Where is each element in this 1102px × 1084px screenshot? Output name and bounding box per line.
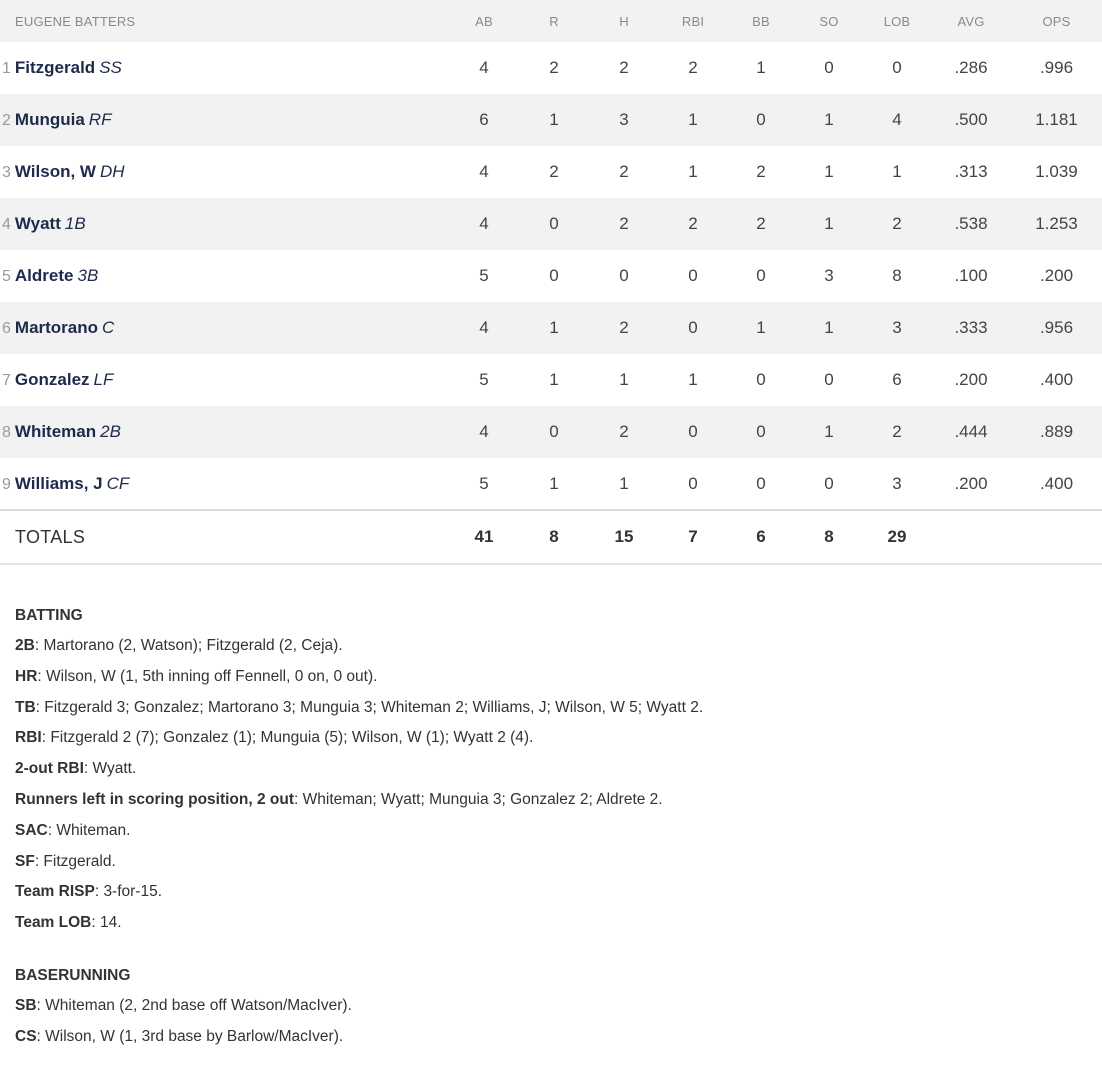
stat-avg: .500	[954, 110, 988, 129]
table-row	[0, 250, 1102, 302]
player-cell	[0, 354, 449, 406]
totals-ab: 41	[474, 527, 494, 546]
stat-rbi: 1	[688, 162, 698, 181]
note-text: : 14.	[91, 914, 122, 932]
stat-so: 3	[824, 266, 834, 285]
stat-r: 1	[549, 110, 559, 129]
stat-avg: .200	[954, 473, 988, 493]
stat-bb: 2	[756, 214, 766, 233]
col-ops-header[interactable]: OPS	[1042, 13, 1071, 29]
col-avg-header[interactable]: AVG	[957, 13, 985, 29]
stat-bb: 0	[756, 370, 766, 389]
stat-ab: 5	[479, 266, 489, 285]
stat-h: 3	[619, 110, 629, 129]
stat-ab: 5	[479, 473, 489, 493]
table-row	[0, 198, 1102, 250]
stat-bb: 1	[756, 318, 766, 337]
note-line	[15, 662, 1102, 693]
note-text: : 3-for-15.	[94, 883, 163, 901]
player-name-link[interactable]: Munguia	[14, 110, 85, 129]
note-line	[15, 908, 1102, 939]
stat-bb: 0	[756, 473, 766, 493]
batting-section	[15, 600, 1102, 939]
stat-ab: 6	[479, 110, 489, 129]
player-cell	[0, 146, 449, 198]
note-label: Team LOB	[15, 914, 92, 932]
player-name-link[interactable]: Wyatt	[14, 214, 61, 233]
stat-so: 0	[824, 370, 834, 389]
player-name-link[interactable]: Gonzalez	[14, 370, 90, 389]
stat-rbi: 2	[688, 58, 698, 77]
game-notes	[0, 600, 1102, 1053]
note-text: : Fitzgerald.	[34, 852, 116, 870]
note-label: RBI	[15, 729, 42, 747]
stat-avg: .100	[954, 266, 988, 285]
batting-title: BATTING	[15, 607, 83, 624]
stat-ab: 5	[479, 370, 489, 389]
player-name-link[interactable]: Williams, J	[14, 473, 103, 493]
player-position: 2B	[100, 422, 121, 441]
totals-h: 15	[614, 527, 634, 546]
player-position: DH	[99, 162, 125, 181]
totals-r: 8	[549, 527, 559, 546]
stat-h: 1	[619, 370, 629, 389]
note-text: : Martorano (2, Watson); Fitzgerald (2, Ceja).	[34, 637, 343, 654]
note-label: CS	[15, 1027, 37, 1045]
note-line	[15, 877, 1102, 908]
player-position: CF	[106, 473, 130, 493]
stat-ops: .400	[1039, 370, 1074, 389]
stat-so: 1	[824, 162, 834, 181]
table-row	[0, 94, 1102, 146]
stat-ops: 1.181	[1035, 110, 1078, 129]
stat-lob: 4	[892, 110, 902, 129]
note-line	[15, 723, 1102, 754]
stat-h: 1	[619, 473, 629, 493]
totals-avg-empty	[931, 510, 1011, 564]
note-text: : Wyatt.	[83, 760, 137, 778]
totals-ops-empty	[1011, 510, 1102, 564]
player-name-link[interactable]: Whiteman	[14, 422, 97, 441]
note-label: HR	[15, 667, 38, 685]
note-label: SB	[15, 996, 37, 1014]
note-label: 2-out RBI	[15, 760, 84, 778]
stat-rbi: 2	[688, 214, 698, 233]
stat-r: 2	[549, 58, 559, 77]
stat-ab: 4	[479, 162, 489, 181]
stat-rbi: 0	[688, 266, 698, 285]
note-label: TB	[15, 698, 36, 716]
col-r-header[interactable]: R	[549, 13, 559, 29]
stat-lob: 2	[892, 214, 902, 233]
batting-order-number: 4	[2, 216, 11, 233]
stat-r: 0	[549, 214, 559, 233]
stat-avg: .313	[954, 162, 988, 181]
note-label: 2B	[15, 637, 35, 654]
stat-h: 2	[619, 214, 629, 233]
stat-so: 1	[824, 422, 834, 441]
player-cell	[0, 94, 449, 146]
baserunning-title: BASERUNNING	[15, 966, 131, 984]
stat-ab: 4	[479, 422, 489, 441]
player-position: RF	[88, 110, 112, 129]
stat-so: 1	[824, 214, 834, 233]
stat-bb: 0	[756, 110, 766, 129]
stat-avg: .333	[954, 318, 988, 337]
stat-avg: .200	[954, 370, 988, 389]
note-label: SAC	[15, 821, 48, 839]
stat-bb: 1	[756, 58, 766, 77]
player-position: 3B	[77, 266, 99, 285]
totals-label: TOTALS	[15, 526, 86, 547]
stat-lob: 3	[892, 473, 902, 493]
stat-ab: 4	[479, 58, 489, 77]
stat-ops: 1.039	[1035, 162, 1078, 181]
stat-avg: .538	[954, 214, 988, 233]
baserunning-section	[15, 960, 1102, 1053]
note-line	[15, 1022, 1102, 1053]
note-text: : Fitzgerald 2 (7); Gonzalez (1); Munguia (5); Wilson, W (1); Wyatt 2 (4).	[41, 729, 534, 747]
stat-rbi: 0	[688, 422, 698, 441]
stat-ab: 4	[479, 318, 489, 337]
stat-ops: .889	[1039, 422, 1074, 441]
note-label: SF	[15, 852, 35, 870]
stat-h: 2	[619, 318, 629, 337]
note-text: : Fitzgerald 3; Gonzalez; Martorano 3; Munguia 3; Whiteman 2; Williams, J; Wilson, W 5; Wyatt 2.	[35, 698, 704, 716]
stat-lob: 1	[892, 162, 902, 181]
totals-rbi: 7	[688, 527, 698, 546]
note-text: : Whiteman.	[47, 821, 131, 839]
batting-order-number: 8	[2, 424, 11, 441]
stat-so: 0	[824, 473, 834, 493]
player-name-link[interactable]: Martorano	[14, 318, 99, 337]
stat-rbi: 0	[688, 318, 698, 337]
note-label: Team RISP	[15, 883, 95, 901]
team-batters-header: EUGENE BATTERS	[15, 13, 136, 29]
col-rbi-header[interactable]: RBI	[681, 13, 705, 29]
stat-rbi: 1	[688, 370, 698, 389]
player-cell	[0, 198, 449, 250]
stat-ops: .200	[1039, 266, 1074, 285]
stat-h: 2	[619, 422, 629, 441]
table-row	[0, 302, 1102, 354]
col-ab-header[interactable]: AB	[475, 13, 493, 29]
player-name-link[interactable]: Fitzgerald	[14, 58, 96, 77]
player-position: C	[102, 318, 115, 337]
batting-order-number: 9	[2, 475, 11, 493]
stat-h: 2	[619, 162, 629, 181]
table-row	[0, 458, 1102, 510]
note-line	[15, 816, 1102, 847]
col-so-header[interactable]: SO	[819, 13, 839, 29]
note-line	[15, 693, 1102, 724]
stat-rbi: 1	[688, 110, 698, 129]
stat-r: 0	[549, 266, 559, 285]
stat-bb: 0	[756, 266, 766, 285]
stat-ops: .996	[1039, 58, 1074, 77]
col-bb-header[interactable]: BB	[752, 13, 770, 29]
player-position: 1B	[64, 214, 86, 233]
note-line	[15, 991, 1102, 1022]
table-row	[0, 406, 1102, 458]
stat-rbi: 0	[688, 473, 698, 493]
stat-so: 0	[824, 58, 834, 77]
stat-r: 2	[549, 162, 559, 181]
player-position: SS	[99, 58, 122, 77]
player-name-link[interactable]: Aldrete	[14, 266, 74, 285]
note-text: : Wilson, W (1, 5th inning off Fennell, 0 on, 0 out).	[37, 667, 378, 685]
stat-r: 0	[549, 422, 559, 441]
note-label: Runners left in scoring position, 2 out	[15, 790, 295, 808]
batting-order-number: 1	[2, 60, 11, 77]
note-text: : Whiteman; Wyatt; Munguia 3; Gonzalez 2; Aldrete 2.	[294, 790, 663, 808]
player-position: LF	[93, 370, 114, 389]
totals-bb: 6	[756, 527, 766, 546]
note-line	[15, 847, 1102, 878]
batting-order-number: 7	[2, 372, 11, 389]
totals-row	[0, 510, 1102, 564]
note-line	[15, 785, 1102, 816]
note-text: : Whiteman (2, 2nd base off Watson/MacIver).	[36, 996, 352, 1014]
table-row	[0, 42, 1102, 94]
batting-order-number: 6	[2, 320, 11, 337]
table-row	[0, 146, 1102, 198]
stat-so: 1	[824, 318, 834, 337]
stat-lob: 3	[892, 318, 902, 337]
totals-so: 8	[824, 527, 834, 546]
stat-r: 1	[549, 473, 559, 493]
table-header-row	[0, 0, 1102, 42]
note-text: : Wilson, W (1, 3rd base by Barlow/MacIver).	[36, 1027, 344, 1045]
stat-lob: 6	[892, 370, 902, 389]
player-name-link[interactable]: Wilson, W	[14, 162, 96, 181]
note-line	[15, 631, 1102, 662]
batting-order-number: 5	[2, 268, 11, 285]
table-row	[0, 354, 1102, 406]
player-cell	[0, 302, 449, 354]
stat-ops: .400	[1039, 473, 1074, 493]
stat-so: 1	[824, 110, 834, 129]
stat-bb: 0	[756, 422, 766, 441]
stat-avg: .286	[954, 58, 988, 77]
stat-h: 2	[619, 58, 629, 77]
stat-lob: 0	[892, 58, 902, 77]
batting-order-number: 3	[2, 164, 11, 181]
stat-r: 1	[549, 370, 559, 389]
stat-bb: 2	[756, 162, 766, 181]
stat-lob: 2	[892, 422, 902, 441]
stat-ops: .956	[1039, 318, 1074, 337]
note-line	[15, 754, 1102, 785]
stat-r: 1	[549, 318, 559, 337]
player-cell	[0, 42, 449, 94]
batting-order-number: 2	[2, 112, 11, 129]
totals-lob: 29	[887, 527, 907, 546]
stat-lob: 8	[892, 266, 902, 285]
stat-ops: 1.253	[1035, 214, 1078, 233]
col-h-header[interactable]: H	[619, 13, 629, 29]
stat-h: 0	[619, 266, 629, 285]
stat-avg: .444	[954, 422, 988, 441]
stat-ab: 4	[479, 214, 489, 233]
col-lob-header[interactable]: LOB	[883, 13, 911, 29]
player-cell	[0, 458, 449, 510]
player-cell	[0, 250, 449, 302]
player-cell	[0, 406, 449, 458]
